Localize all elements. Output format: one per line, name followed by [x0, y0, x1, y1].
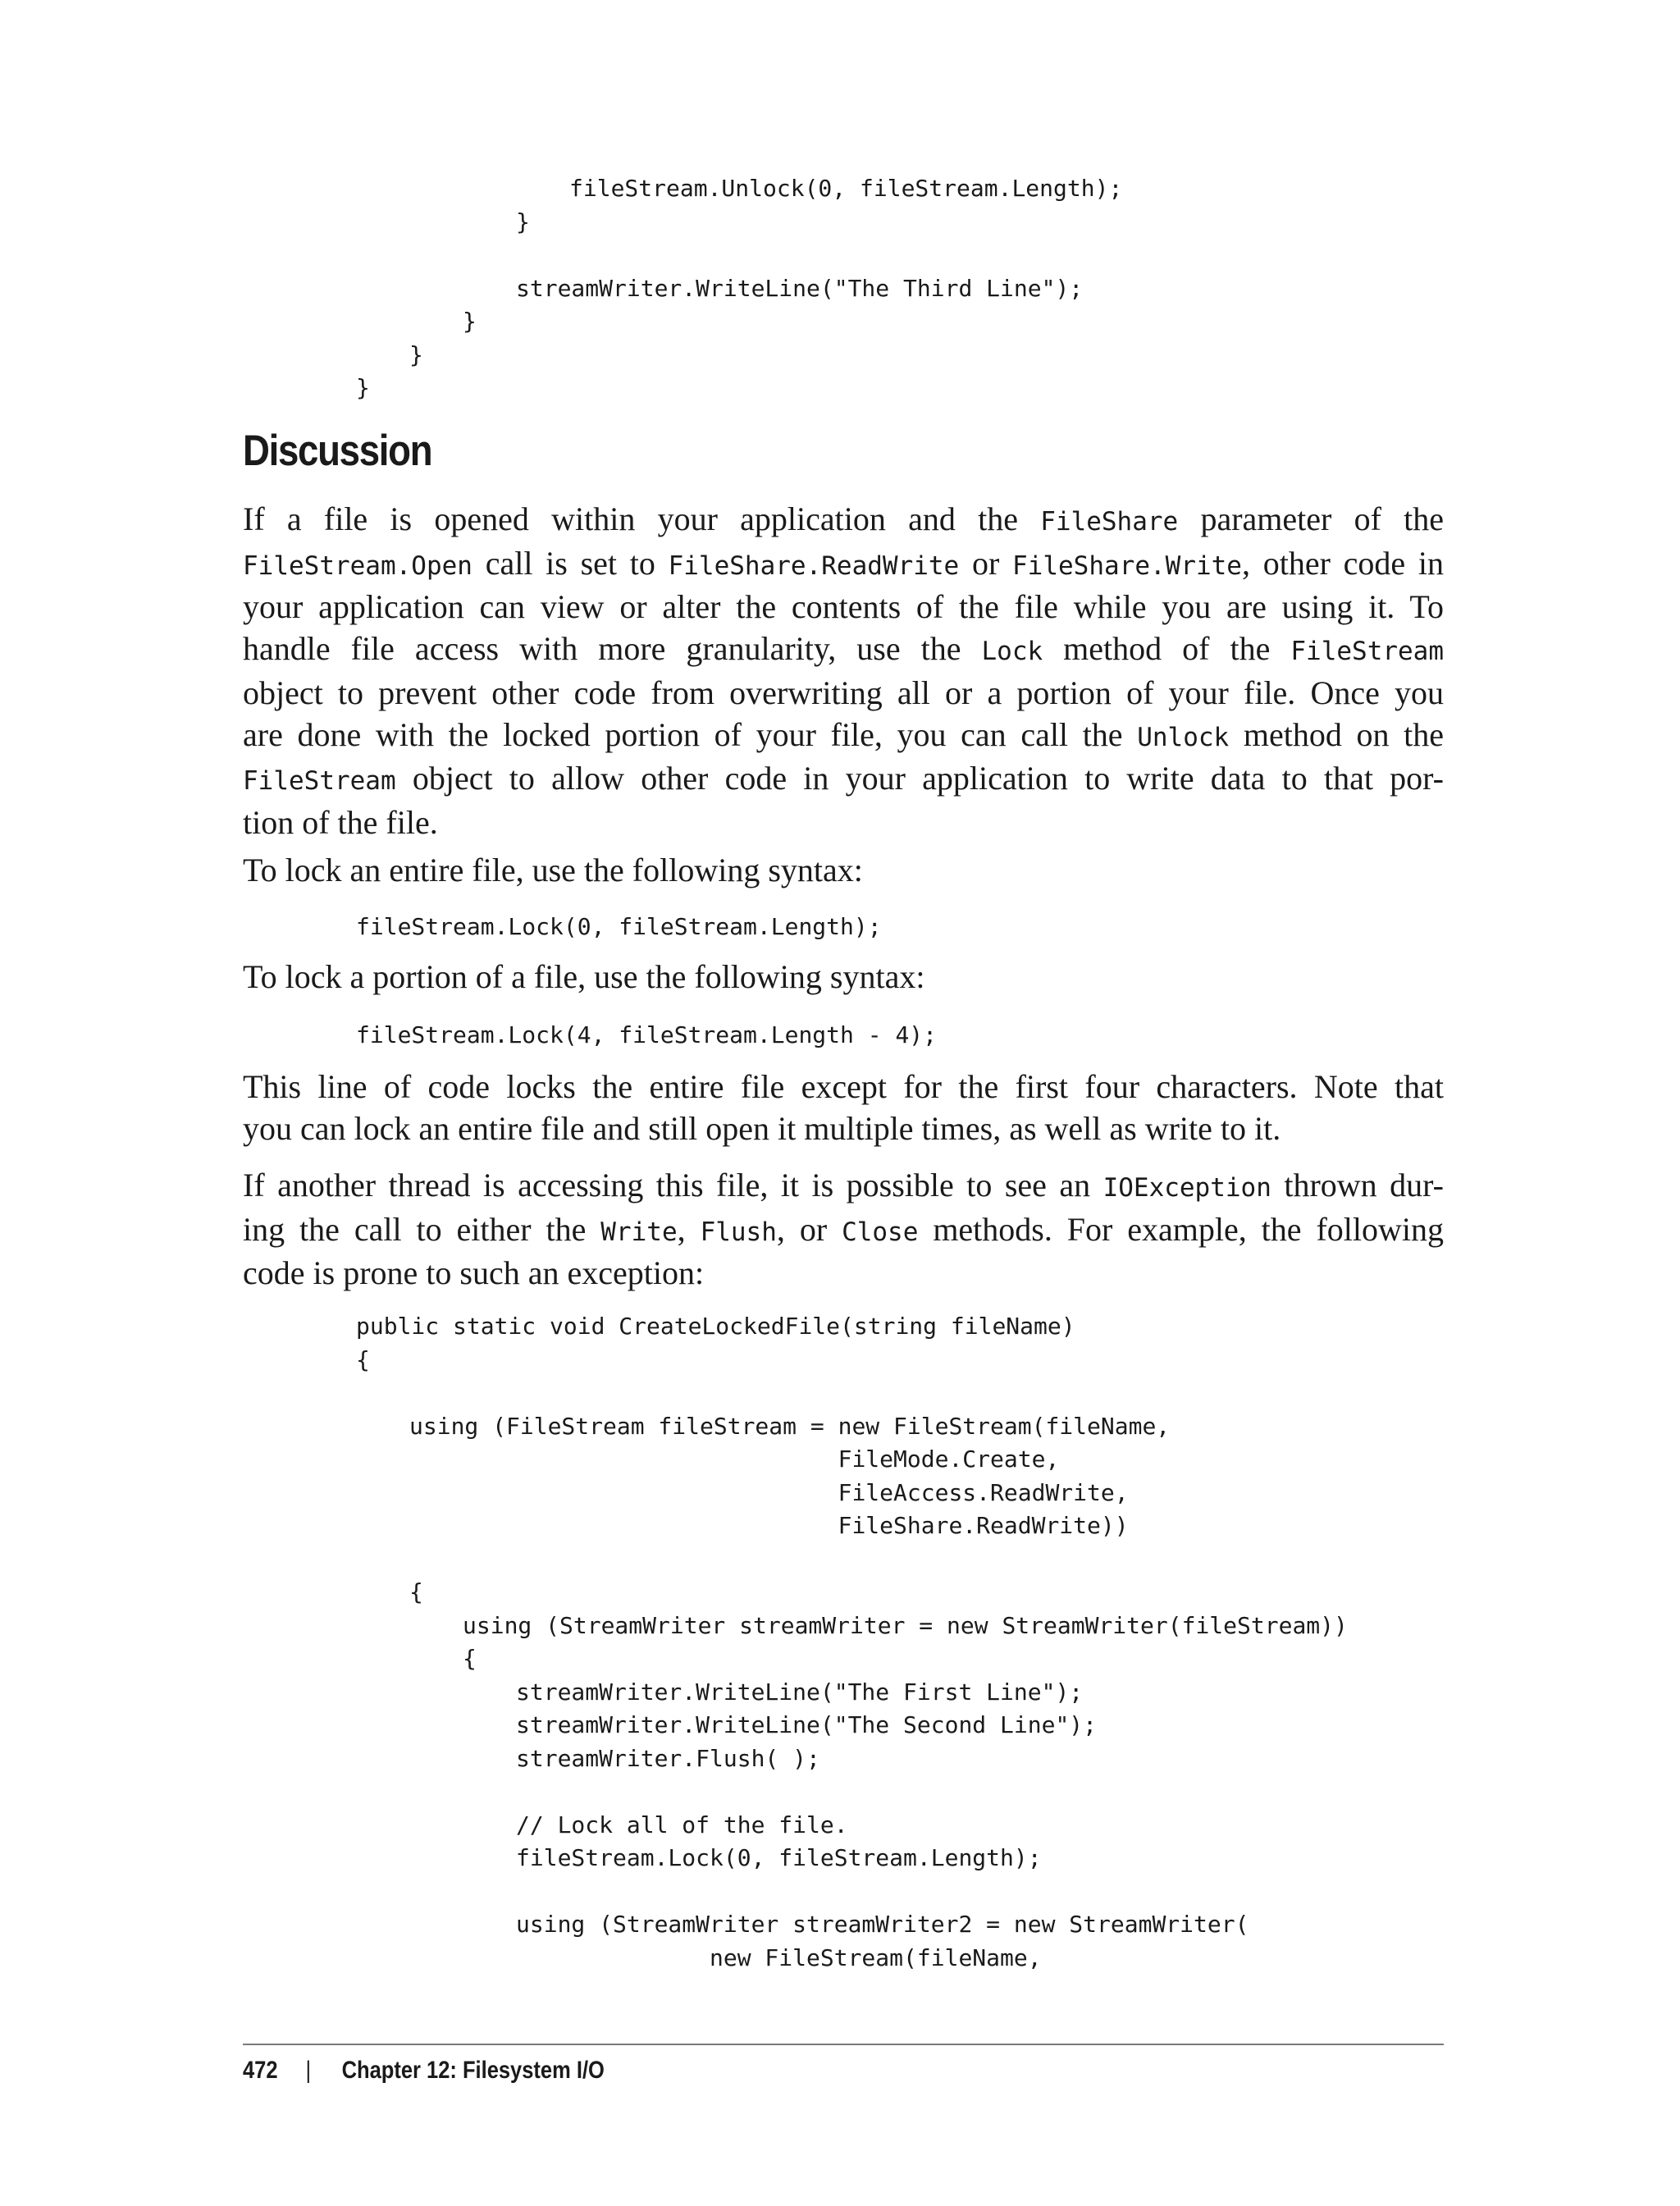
- inline-code: FileStream: [243, 766, 396, 797]
- code-line: using (StreamWriter streamWriter2 = new StreamWriter(: [516, 1911, 1249, 1938]
- text-line: FileStream object to allow other code in your application to write data to that por-: [243, 760, 1444, 797]
- text-line: handle file access with more granularity, use the Lock method of the FileStream: [243, 630, 1445, 668]
- inline-code: Close: [842, 1217, 919, 1247]
- inline-code: FileStream: [1290, 637, 1445, 667]
- text-line: This line of code locks the entire file except for the first four characters. Note that: [243, 1068, 1444, 1105]
- text-line: If another thread is accessing this file, it is possible to see an IOException thrown dur-: [243, 1167, 1444, 1203]
- paragraph-lock-explanation: [243, 1066, 1444, 1149]
- footer-rule: [243, 2044, 1444, 2045]
- code-line: using (FileStream fileStream = new FileStream(fileName,: [409, 1412, 1171, 1440]
- page-number: 472: [243, 2057, 278, 2084]
- code-line: // Lock all of the file.: [516, 1811, 848, 1838]
- paragraph-ioexception: [243, 1165, 1444, 1295]
- inline-code: Lock: [981, 637, 1043, 667]
- code-line: {: [356, 1345, 370, 1373]
- inline-code: FileShare.ReadWrite: [668, 550, 960, 581]
- code-line: fileStream.Lock(0, fileStream.Length);: [516, 1844, 1042, 1871]
- section-heading: Discussion: [243, 427, 432, 475]
- page-footer: [243, 2054, 605, 2087]
- code-line: fileStream.Unlock(0, fileStream.Length);: [569, 175, 1123, 202]
- code-line: }: [463, 308, 477, 335]
- footer-separator: |: [305, 2057, 312, 2084]
- paragraph-discussion: [243, 499, 1444, 844]
- text-line: FileStream.Open call is set to FileShare.ReadWrite or FileShare.Write, other code in: [243, 544, 1444, 582]
- code-line: new FileStream(fileName,: [516, 1943, 1042, 1971]
- code-line: }: [409, 340, 423, 368]
- code-line: streamWriter.WriteLine("The Second Line");: [516, 1711, 1098, 1738]
- text-line: tion of the file.: [243, 803, 438, 841]
- code-line: {: [409, 1578, 423, 1605]
- inline-code: IOException: [1102, 1173, 1271, 1203]
- code-line: public static void CreateLockedFile(string fileName): [356, 1313, 1075, 1340]
- inline-code: Write: [600, 1217, 678, 1247]
- code-line: using (StreamWriter streamWriter = new StreamWriter(fileStream)): [463, 1611, 1348, 1639]
- inline-code: FileShare: [1040, 507, 1179, 537]
- text-line: your application can view or alter the contents of the file while you are using it. To: [243, 588, 1444, 626]
- paragraph-lock-entire: To lock an entire file, use the following syntax:: [243, 852, 863, 888]
- text-line: ing the call to either the Write, Flush, or Close methods. For example, the following: [243, 1210, 1445, 1248]
- code-line: streamWriter.WriteLine("The First Line");: [516, 1678, 1084, 1706]
- inline-code: Unlock: [1137, 722, 1230, 752]
- code-line: }: [516, 208, 530, 235]
- text-line: If a file is opened within your application and the FileShare parameter of the: [243, 500, 1445, 537]
- inline-code: Flush: [700, 1217, 777, 1247]
- inline-code: FileShare.Write: [1012, 550, 1242, 581]
- inline-code: FileStream.Open: [243, 550, 472, 581]
- code-line: }: [356, 374, 370, 401]
- text-line: code is prone to such an exception:: [243, 1254, 705, 1292]
- code-line: streamWriter.Flush( );: [516, 1744, 820, 1772]
- paragraph-lock-portion: To lock a portion of a file, use the following syntax:: [243, 958, 925, 995]
- code-line: FileMode.Create,: [409, 1446, 1060, 1473]
- text-line: are done with the locked portion of your file, you can call the Unlock method on the: [243, 715, 1444, 753]
- code-line: {: [463, 1645, 477, 1672]
- chapter-title: Chapter 12: Filesystem I/O: [341, 2057, 605, 2084]
- code-line: FileShare.ReadWrite)): [409, 1512, 1129, 1539]
- text-line: you can lock an entire file and still open it multiple times, as well as write to it.: [243, 1109, 1281, 1147]
- code-line: FileAccess.ReadWrite,: [409, 1478, 1129, 1506]
- text-line: object to prevent other code from overwriting all or a portion of your file. Once you: [243, 674, 1444, 711]
- code-line: streamWriter.WriteLine("The Third Line");: [516, 274, 1084, 302]
